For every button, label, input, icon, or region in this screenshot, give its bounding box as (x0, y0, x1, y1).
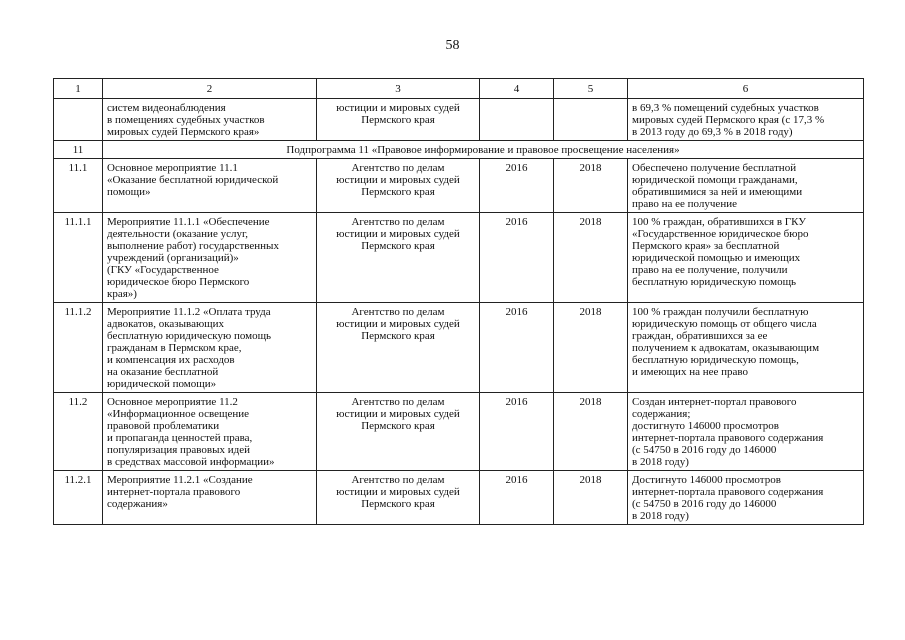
cell-end-year: 2018 (554, 303, 628, 393)
cell-name: Мероприятие 11.1.2 «Оплата труда адвокатов, оказывающих бесплатную юридическую помощь гражданам в Пермском крае, и компенсация их расходов на оказание бесплатной юридической помощи» (103, 303, 317, 393)
column-header-6: 6 (628, 79, 864, 99)
cell-result: 100 % граждан, обратившихся в ГКУ «Государственное юридическое бюро Пермского края» за бесплатной юридической помощью и имеющих право на ее получение, получили бесплатную юридическую помощь (628, 213, 864, 303)
cell-name: Мероприятие 11.2.1 «Создание интернет-портала правового содержания» (103, 471, 317, 525)
subprogram-row (54, 141, 864, 159)
cell-name: Мероприятие 11.1.1 «Обеспечение деятельности (оказание услуг, выполнение работ) государственных учреждений (организаций)» (ГКУ «Государственное юридическое бюро Пермского края») (103, 213, 317, 303)
cell-result: в 69,3 % помещений судебных участков мировых судей Пермского края (с 17,3 % в 2013 году до 69,3 % в 2018 году) (628, 99, 864, 141)
cell-start-year: 2016 (480, 213, 554, 303)
cell-agency: Агентство по делам юстиции и мировых судей Пермского края (317, 303, 480, 393)
cell-start-year: 2016 (480, 159, 554, 213)
program-table (53, 78, 864, 525)
cell-start-year: 2016 (480, 471, 554, 525)
table-header-row (54, 79, 864, 99)
cell-end-year (554, 99, 628, 141)
cell-agency: Агентство по делам юстиции и мировых судей Пермского края (317, 393, 480, 471)
cell-agency: Агентство по делам юстиции и мировых судей Пермского края (317, 471, 480, 525)
cell-number: 11.1.2 (54, 303, 103, 393)
cell-number: 11.2.1 (54, 471, 103, 525)
column-header-2: 2 (103, 79, 317, 99)
page-number: 58 (445, 38, 460, 53)
column-header-3: 3 (317, 79, 480, 99)
cell-result: Достигнуто 146000 просмотров интернет-портала правового содержания (с 54750 в 2016 году до 146000 в 2018 году) (628, 471, 864, 525)
table-row (54, 393, 864, 471)
subprogram-number: 11 (54, 141, 103, 159)
cell-end-year: 2018 (554, 393, 628, 471)
table-row (54, 213, 864, 303)
subprogram-title: Подпрограмма 11 «Правовое информирование и правовое просвещение населения» (103, 141, 864, 159)
cell-end-year: 2018 (554, 471, 628, 525)
cell-end-year: 2018 (554, 213, 628, 303)
table-row (54, 471, 864, 525)
table-row-continuation (54, 99, 864, 141)
table-row (54, 303, 864, 393)
cell-name: Основное мероприятие 11.1 «Оказание бесплатной юридической помощи» (103, 159, 317, 213)
column-header-4: 4 (480, 79, 554, 99)
cell-result: Обеспечено получение бесплатной юридической помощи гражданами, обратившимися за ней и имеющими право на ее получение (628, 159, 864, 213)
column-header-5: 5 (554, 79, 628, 99)
cell-number: 11.1.1 (54, 213, 103, 303)
cell-end-year: 2018 (554, 159, 628, 213)
table-row (54, 159, 864, 213)
cell-agency: Агентство по делам юстиции и мировых судей Пермского края (317, 213, 480, 303)
column-header-1: 1 (54, 79, 103, 99)
cell-result: 100 % граждан получили бесплатную юридическую помощь от общего числа граждан, обратившихся за ее получением к адвокатам, оказывающим бесплатную юридическую помощь, и имеющих на нее право (628, 303, 864, 393)
cell-start-year: 2016 (480, 393, 554, 471)
cell-number (54, 99, 103, 141)
cell-agency: юстиции и мировых судей Пермского края (317, 99, 480, 141)
cell-number: 11.1 (54, 159, 103, 213)
cell-result: Создан интернет-портал правового содержания; достигнуто 146000 просмотров интернет-портала правового содержания (с 54750 в 2016 году до 146000 в 2018 году) (628, 393, 864, 471)
cell-agency: Агентство по делам юстиции и мировых судей Пермского края (317, 159, 480, 213)
cell-name: систем видеонаблюдения в помещениях судебных участков мировых судей Пермского края» (103, 99, 317, 141)
cell-start-year: 2016 (480, 303, 554, 393)
cell-name: Основное мероприятие 11.2 «Информационное освещение правовой проблематики и пропаганда ценностей права, популяризация правовых идей в средствах массовой информации» (103, 393, 317, 471)
cell-start-year (480, 99, 554, 141)
cell-number: 11.2 (54, 393, 103, 471)
